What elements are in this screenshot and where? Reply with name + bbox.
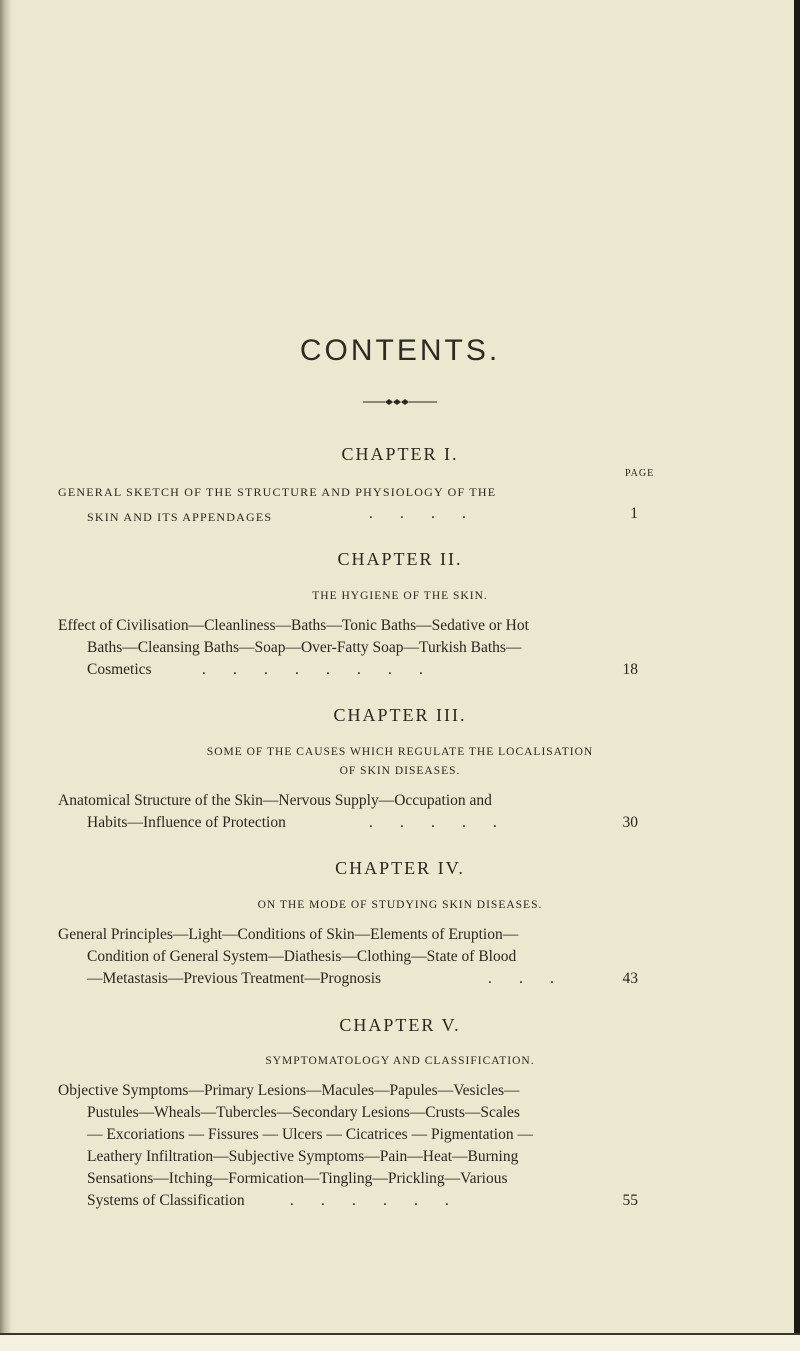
chapter-5-entry-line-2: Pustules—Wheals—Tubercles—Secondary Lesions—Crusts—Scales [87, 1104, 520, 1121]
chapter-3-subtitle-line-2: OF SKIN DISEASES. [339, 765, 461, 777]
chapter-4-entry-line-1: General Principles—Light—Conditions of Skin—Elements of Eruption— [58, 926, 519, 943]
chapter-5-entry-line-6: Systems of Classification [87, 1192, 245, 1209]
chapter-2-entry-line-1: Effect of Civilisation—Cleanliness—Baths—Tonic Baths—Sedative or Hot [58, 617, 529, 634]
chapter-5-heading: CHAPTER V. [339, 1015, 461, 1035]
chapter-2-heading: CHAPTER II. [337, 549, 463, 569]
scan-border-right [794, 0, 800, 1351]
page-binding-edge [0, 0, 12, 1351]
chapter-3-entry-line-1: Anatomical Structure of the Skin—Nervous Supply—Occupation and [58, 792, 492, 809]
chapter-3-heading: CHAPTER III. [333, 705, 467, 725]
scan-border-bottom [0, 1333, 800, 1351]
chapter-5-entry-line-4: Leathery Infiltration—Subjective Symptoms—Pain—Heat—Burning [87, 1148, 519, 1165]
chapter-5-entry-line-1: Objective Symptoms—Primary Lesions—Macules—Papules—Vesicles— [58, 1082, 520, 1099]
page-column-header: PAGE [625, 468, 655, 479]
chapter-2-subtitle: THE HYGIENE OF THE SKIN. [312, 590, 488, 602]
ornament-divider [355, 397, 445, 407]
chapter-4-heading: CHAPTER IV. [335, 858, 465, 878]
chapter-3-subtitle-line-1: SOME OF THE CAUSES WHICH REGULATE THE LOCALISATION [206, 746, 594, 758]
chapter-5-leader-dots: . . . . . . [290, 1192, 449, 1209]
chapter-4-entry-line-3: —Metastasis—Previous Treatment—Prognosis [87, 970, 382, 987]
chapter-1-entry-line-1: GENERAL SKETCH OF THE STRUCTURE AND PHYSIOLOGY OF THE [58, 485, 497, 499]
chapter-4-entry-line-2: Condition of General System—Diathesis—Clothing—State of Blood [87, 948, 517, 965]
chapter-4-leader-dots: . . . [488, 970, 554, 987]
chapter-2-page-number: 18 [622, 661, 638, 678]
chapter-3-entry-line-2: Habits—Influence of Protection [87, 814, 286, 831]
chapter-4-subtitle: ON THE MODE OF STUDYING SKIN DISEASES. [257, 899, 543, 911]
chapter-5-entry-line-5: Sensations—Itching—Formication—Tingling—Prickling—Various [87, 1170, 508, 1187]
chapter-5-subtitle: SYMPTOMATOLOGY AND CLASSIFICATION. [265, 1055, 535, 1067]
chapter-4-page-number: 43 [622, 970, 638, 987]
chapter-5-entry-line-3: — Excoriations — Fissures — Ulcers — Cicatrices — Pigmentation — [87, 1126, 533, 1143]
chapter-1-leader-dots: . . . . [369, 505, 466, 522]
chapter-1-heading: CHAPTER I. [341, 444, 459, 464]
chapter-1-entry-line-2: SKIN AND ITS APPENDAGES [87, 510, 273, 524]
chapter-3-leader-dots: . . . . . [369, 814, 497, 831]
chapter-3-page-number: 30 [622, 814, 638, 831]
page-title: CONTENTS. [299, 334, 501, 367]
chapter-5-page-number: 55 [622, 1192, 638, 1209]
chapter-1-page-number: 1 [630, 505, 638, 522]
chapter-2-entry-line-2: Baths—Cleansing Baths—Soap—Over-Fatty Soap—Turkish Baths— [87, 639, 522, 656]
chapter-2-leader-dots: . . . . . . . . [202, 661, 423, 678]
chapter-2-entry-line-3: Cosmetics [87, 661, 152, 678]
